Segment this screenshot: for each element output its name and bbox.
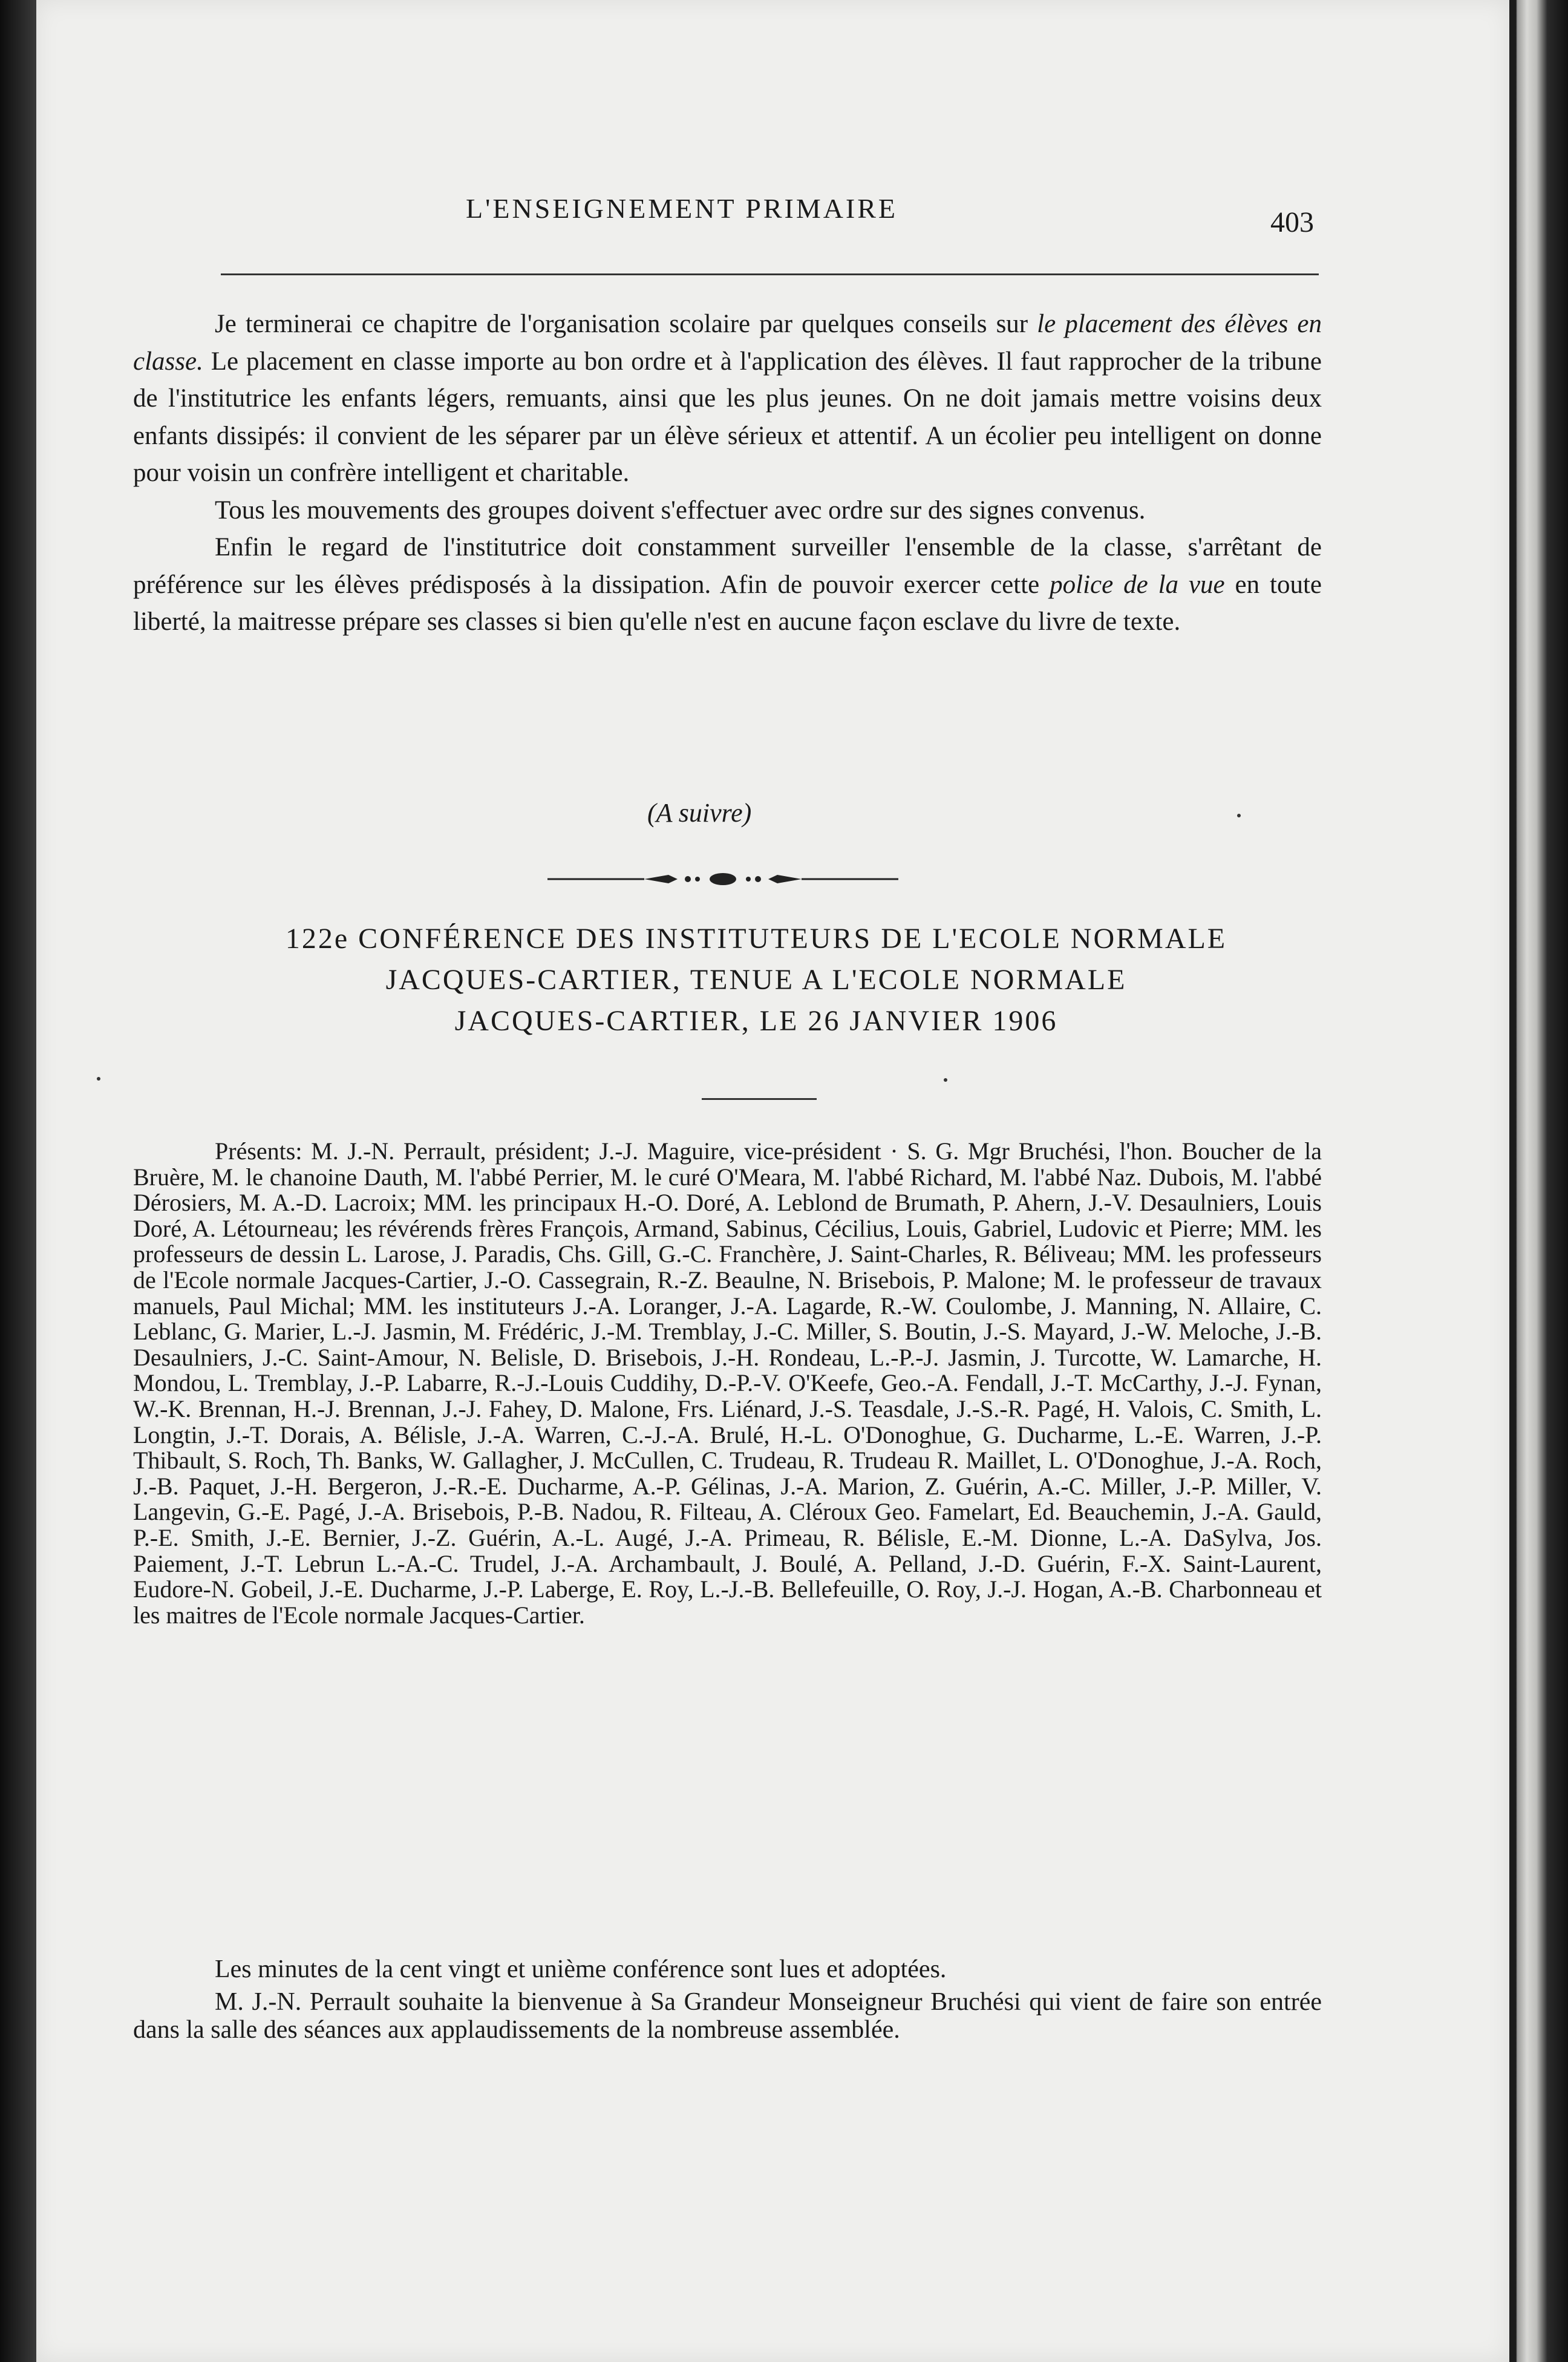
police-de-la-vue-emphasis: police de la vue [1050,570,1225,599]
conference-title-line-2: JACQUES-CARTIER, TENUE A L'ECOLE NORMALE [385,964,1127,996]
to-be-continued: (A suivre) [647,798,752,828]
scan-speck [944,1078,947,1082]
paragraph-supervision [133,529,1322,641]
title-rule [702,1098,817,1100]
paragraph-supervision-end: en toute liberté, la maitresse prépare ses classes si bien qu'elle n'est en aucune façon esclave du livre de texte. [133,570,1322,636]
paragraph-placement [133,306,1322,492]
conference-title [218,918,1295,1042]
book-page [36,0,1509,2362]
header-rule [221,273,1319,275]
paragraph-placement-start: Je terminerai ce chapitre de l'organisation scolaire par quelques conseils sur [215,310,1037,338]
scan-speck [97,1077,100,1081]
placement-emphasis: le placement des élèves en classe. [133,310,1322,376]
conference-title-line-1: 122e CONFÉRENCE DES INSTITUTEURS DE L'ECOLE NORMALE [285,923,1227,955]
page-number: 403 [1270,206,1314,238]
scan-left-shadow [0,0,36,2362]
conference-title-line-3: JACQUES-CARTIER, LE 26 JANVIER 1906 [454,1005,1058,1037]
welcome-paragraph: M. J.-N. Perrault souhaite la bienvenue à Sa Grandeur Monseigneur Bruchési qui vient de faire son entrée dans la salle des séances aux applaudissements de la nombreuse assemblée. [133,1988,1322,2044]
running-title: L'ENSEIGNEMENT PRIMAIRE [466,193,898,224]
paragraph-placement-end: Le placement en classe importe au bon ordre et à l'application des élèves. Il faut rapprocher de la tribune de l'institutrice les enfants légers, remuants, ainsi que les plus jeunes. On ne doit jamais mettre voisins deux enfants dissipés: il convient de les séparer par un élève sérieux et attentif. A un écolier peu intelligent on donne pour voisin un confrère intelligent et charitable. [133,347,1322,487]
ornament-divider [547,870,898,888]
conference-proceedings [133,1955,1322,2049]
chapter-conclusion [133,306,1322,641]
minutes-paragraph: Les minutes de la cent vingt et unième conférence sont lues et adoptées. [215,1955,947,1983]
attendees-list [133,1139,1322,1628]
paragraph-supervision-start: Enfin le regard de l'institutrice doit constamment surveiller l'ensemble de la classe, s'arrêtant de préférence sur les élèves prédisposés à la dissipation. Afin de pouvoir exercer cette [133,533,1322,599]
attendees-paragraph: Présents: M. J.-N. Perrault, président; J.-J. Maguire, vice-président · S. G. Mgr Bruchési, l'hon. Boucher de la Bruère, M. le chanoine Dauth, M. l'abbé Perrier, M. le curé O'Meara, M. l'abbé Richard, M. l'abbé Naz. Dubois, M. l'abbé Dérosiers, M. A.-D. Lacroix; MM. les principaux H.-O. Doré, A. Leblond de Brumath, P. Ahern, J.-V. Desaulniers, Louis Doré, A. Létourneau; les révérends frères François, Armand, Sabinus, Cécilius, Louis, Gabriel, Ludovic et Pierre; MM. les professeurs de dessin L. Larose, J. Paradis, Chs. Gill, G.-C. Franchère, J. Saint-Charles, R. Béliveau; MM. les professeurs de l'Ecole normale Jacques-Cartier, J.-O. Cassegrain, R.-Z. Beaulne, N. Brisebois, P. Malone; M. le professeur de travaux manuels, Paul Michal; MM. les instituteurs J.-A. Loranger, J.-A. Lagarde, R.-W. Coulombe, J. Manning, N. Allaire, C. Leblanc, G. Marier, L.-J. Jasmin, M. Frédéric, J.-M. Tremblay, J.-C. Miller, S. Boutin, J.-S. Mayard, J.-W. Meloche, J.-B. Desaulniers, J.-C. Saint-Amour, N. Belisle, D. Brisebois, J.-H. Rondeau, L.-P.-J. Jasmin, J. Turcotte, W. Lamarche, H. Mondou, L. Tremblay, J.-P. Labarre, R.-J.-Louis Cuddihy, D.-P.-V. O'Keefe, Geo.-A. Fendall, J.-T. McCarthy, J.-J. Fynan, W.-K. Brennan, H.-J. Brennan, J.-J. Fahey, D. Malone, Frs. Liénard, J.-S. Teasdale, J.-S.-R. Pagé, H. Valois, C. Smith, L. Longtin, J.-T. Dorais, A. Bélisle, J.-A. Warren, C.-J.-A. Brulé, H.-L. O'Donoghue, G. Ducharme, L.-E. Warren, J.-P. Thibault, S. Roch, Th. Banks, W. Gallagher, J. McCullen, C. Trudeau, R. Trudeau R. Maillet, L. O'Donoghue, J.-A. Roch, J.-B. Paquet, J.-H. Bergeron, J.-R.-E. Ducharme, A.-P. Gélinas, J.-A. Marion, Z. Guérin, A.-C. Miller, J.-P. Miller, V. Langevin, G.-E. Pagé, J.-A. Brisebois, P.-B. Nadou, R. Filteau, A. Cléroux Geo. Famelart, Ed. Beauchemin, J.-A. Gauld, P.-E. Smith, J.-E. Bernier, J.-Z. Guérin, A.-L. Augé, J.-A. Primeau, R. Bélisle, E.-M. Dionne, L.-A. DaSylva, Jos. Paiement, J.-T. Lebrun L.-A.-C. Trudel, J.-A. Archambault, J. Boulé, A. Pelland, J.-D. Guérin, F.-X. Saint-Laurent, Eudore-N. Gobeil, J.-E. Ducharme, J.-P. Laberge, E. Roy, L.-J.-B. Bellefeuille, O. Roy, J.-J. Hogan, A.-B. Charbonneau et les maitres de l'Ecole normale Jacques-Cartier. [133,1137,1322,1629]
page-binding-edge [1510,0,1568,2362]
paragraph-movements: Tous les mouvements des groupes doivent s'effectuer avec ordre sur des signes convenus. [215,496,1146,525]
scan-speck [1237,814,1241,817]
